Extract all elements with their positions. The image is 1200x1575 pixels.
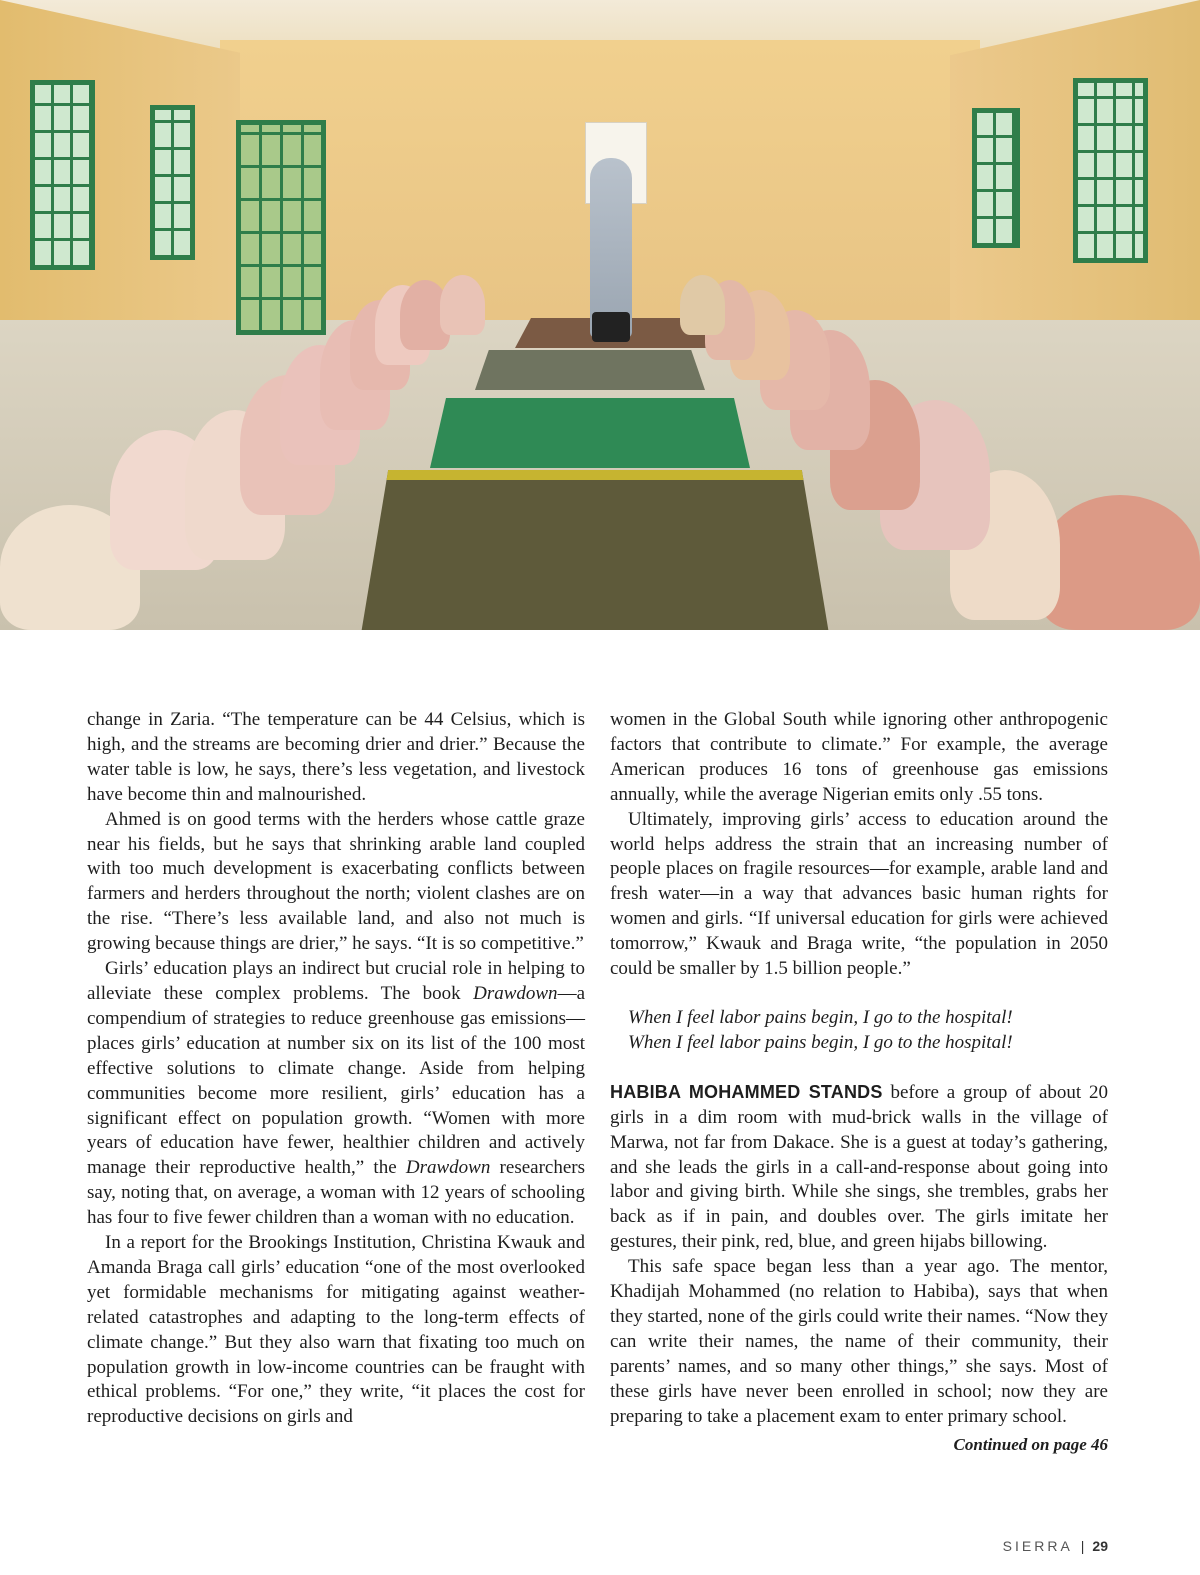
paragraph: In a report for the Brookings Institution, Christina Kwauk and Amanda Braga call girls’ education “one of the most overlooked yet formidable mechanisms for mitigating against weather-related catastrophes and adapting to the long-term effects of climate change.” But they also warn that fixating too much on population growth in low-income countries can be fraught with ethical problems. “For one,” they write, “it places the cost for reproductive decisions on girls and (87, 1232, 585, 1428)
paragraph (87, 957, 585, 1231)
green-door (236, 120, 326, 335)
seated-girl (680, 275, 725, 335)
floor-mat (360, 470, 830, 630)
continued-note: Continued on page 46 (953, 1435, 1108, 1455)
verse-line: When I feel labor pains begin, I go to the hospital! (628, 1031, 1013, 1053)
paragraph: change in Zaria. “The temperature can be 44 Celsius, which is high, and the streams are becoming drier and drier.” Because the water table is low, he says, there’s less vegetation, and livestock have become thin and malnourished. (87, 709, 585, 805)
book-title: Drawdown (473, 982, 558, 1004)
floor-mat (475, 350, 705, 390)
window (150, 105, 195, 260)
window (30, 80, 95, 270)
window (972, 108, 1020, 248)
paragraph: women in the Global South while ignoring other anthropogenic factors that contribute to climate.” For example, the average American produces 16 tons of greenhouse gas emissions annually, while the average Nigerian emits only .55 tons. (610, 709, 1108, 805)
standing-teacher (590, 158, 632, 338)
verse-line: When I feel labor pains begin, I go to the hospital! (628, 1006, 1013, 1028)
seated-girl (440, 275, 485, 335)
right-column (610, 708, 1108, 1458)
text-run: researchers say, noting that, on average, a woman with 12 years of schooling has four to five fewer children than a woman with no education. (87, 1157, 585, 1229)
floor-mat (430, 398, 750, 468)
paragraph (610, 1080, 1108, 1255)
paragraph: This safe space began less than a year ago. The mentor, Khadijah Mohammed (no relation to Habiba), says that when they started, none of the girls could write their names. “Now they can write their names, the name of their community, their parents’ names, and so many other things,” she says. Most of these girls have never been enrolled in school; now they are preparing to take a placement exam to enter primary school. (610, 1256, 1108, 1427)
text-run: before a group of about 20 girls in a dim room with mud-brick walls in the village of Marwa, not far from Dakace. She is a guest at today’s gathering, and she leads the girls in a call-and-response about going into labor and giving birth. While she sings, she trembles, grabs her back as if in pain, and doubles over. The girls imitate her gestures, their pink, red, blue, and green hijabs billowing. (610, 1081, 1108, 1253)
section-lead-in: HABIBA MOHAMMED STANDS (610, 1081, 883, 1102)
magazine-name: SIERRA (1002, 1538, 1073, 1554)
seated-girl (1040, 495, 1200, 630)
paragraph: Ultimately, improving girls’ access to education around the world helps address the strain that an increasing number of people places on fragile resources—for example, arable land and fresh water—in a way that advances basic human rights for women and girls. “If universal education for girls were achieved tomorrow,” Kwauk and Braga write, “the population in 2050 could be smaller by 1.5 billion people.” (610, 808, 1108, 980)
text-run: —a compendium of strategies to reduce greenhouse gas emissions—places girls’ education at number six on its list of the 100 most effective solutions to climate change. Aside from helping communities become more resilient, girls’ education has a significant effect on population growth. “Women with more years of education have fewer, healthier children and actively manage their reproductive health,” the (87, 982, 585, 1179)
text-run: Girls’ education plays an indirect but crucial role in helping to alleviate these complex problems. The book (87, 958, 585, 1004)
classroom-photo (0, 0, 1200, 630)
song-verse (628, 1006, 1108, 1056)
book-title: Drawdown (405, 1157, 491, 1179)
paragraph: Ahmed is on good terms with the herders whose cattle graze near his fields, but he says that shrinking arable land coupled with too much development is exacerbating conflicts between farmers and herders throughout the north; violent clashes are on the rise. “There’s less available land, and also not much is growing because things are drier,” he says. “It is so competitive.” (87, 808, 585, 955)
teacher-skirt (592, 312, 630, 342)
page-folio (1003, 1538, 1108, 1554)
window (1073, 78, 1148, 263)
left-column (87, 708, 585, 1430)
folio-separator: | (1080, 1538, 1085, 1554)
page-number: 29 (1092, 1538, 1108, 1554)
